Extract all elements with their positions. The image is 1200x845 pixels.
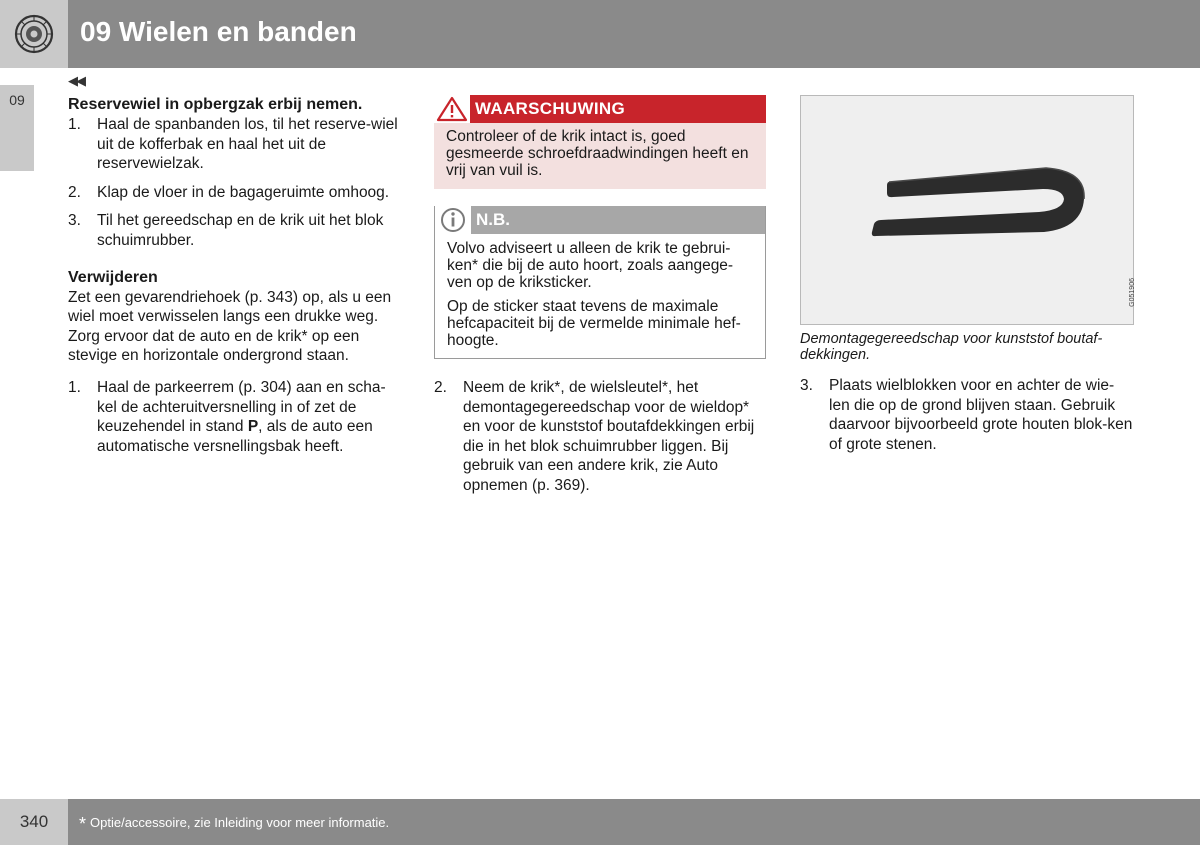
list-number: 1.: [68, 378, 81, 396]
warning-text: Controleer of de krik intact is, goed gesmeerde schroefdraadwindingen heeft en vrij van vuil is.: [434, 123, 766, 189]
warning-triangle-icon: [434, 95, 470, 123]
list-number: 3.: [800, 377, 813, 394]
list-text: Haal de spanbanden los, til het reserve-wiel uit de kofferbak en haal het uit de reservewielzak.: [97, 116, 398, 173]
info-icon: [435, 206, 471, 234]
list-text: Haal de parkeerrem (p. 304) aan en scha-kel de achteruitversnelling in of zet de keuzehendel in stand P, als de auto een automatische versnellingsbak heeft.: [97, 378, 386, 455]
list-text: Klap de vloer in de bagageruimte omhoog.: [97, 183, 390, 201]
list-number: 2.: [434, 379, 447, 396]
note-paragraph: Op de sticker staat tevens de maximale hefcapaciteit bij de vermelde minimale hef-hoogte.: [447, 298, 741, 349]
warning-title: WAARSCHUWING: [475, 99, 625, 118]
removal-tool-illustration: [800, 95, 1134, 325]
column-left: [68, 95, 402, 465]
image-caption: Demontagegereedschap voor kunststof boutaf-dekkingen.: [800, 331, 1103, 363]
column-middle: [434, 95, 766, 505]
body-paragraph: Zet een gevarendriehoek (p. 343) op, als u een wiel moet verwisselen langs een drukke weg. Zorg ervoor dat de auto en de krik* op een stevige en horizontale ondergrond staan.: [68, 288, 392, 365]
chapter-tab-number: 09: [9, 92, 25, 108]
list-item: [68, 211, 402, 250]
gear-position-label: P: [247, 418, 259, 436]
list-number: 2.: [68, 183, 81, 201]
section-heading: Reservewiel in opbergzak erbij nemen.: [68, 96, 363, 113]
previous-page-icon[interactable]: ◀◀: [68, 73, 84, 88]
footnote-text: Optie/accessoire, zie Inleiding voor meer informatie.: [90, 815, 390, 830]
footnote-star: *: [79, 814, 87, 834]
note-title: N.B.: [476, 210, 510, 229]
note-box: [434, 206, 766, 359]
section-heading: Verwijderen: [68, 268, 158, 286]
chapter-icon-box: [0, 0, 68, 68]
chapter-title: 09 Wielen en banden: [80, 16, 357, 47]
list-item: [68, 183, 402, 203]
note-body: [435, 234, 765, 358]
note-paragraph: Volvo adviseert u alleen de krik te gebrui-ken* die bij de auto hoort, zoals aangege-ven op de kriksticker.: [447, 240, 734, 291]
list-text: Plaats wielblokken voor en achter de wie-len die op de grond blijven staan. Gebruik daarvoor bijvoorbeeld grote houten blok-ken of grote stenen.: [829, 377, 1133, 453]
list-item: [434, 378, 766, 496]
column-right: [800, 95, 1136, 463]
wheel-icon: [14, 14, 54, 54]
list-item: [68, 378, 402, 456]
warning-header: [434, 95, 766, 123]
footnote: [79, 814, 389, 835]
list-item: [68, 115, 402, 174]
page-number: 340: [19, 812, 49, 831]
image-reference-code: G051906: [1129, 278, 1136, 307]
list-item: [800, 376, 1133, 454]
list-text: Neem de krik*, de wielsleutel*, het demontagegereedschap voor de wieldop* en voor de kunststof boutafdekkingen erbij die in het blok schuimrubber liggen. Bij gebruik van een andere krik, zie Auto opnemen (p. 369).: [463, 379, 755, 494]
warning-box: [434, 95, 766, 189]
list-text: Til het gereedschap en de krik uit het blok schuimrubber.: [97, 212, 384, 249]
note-header: [435, 206, 765, 234]
removal-tool-icon: [801, 96, 1133, 324]
list-number: 3.: [68, 212, 81, 230]
list-number: 1.: [68, 116, 81, 133]
